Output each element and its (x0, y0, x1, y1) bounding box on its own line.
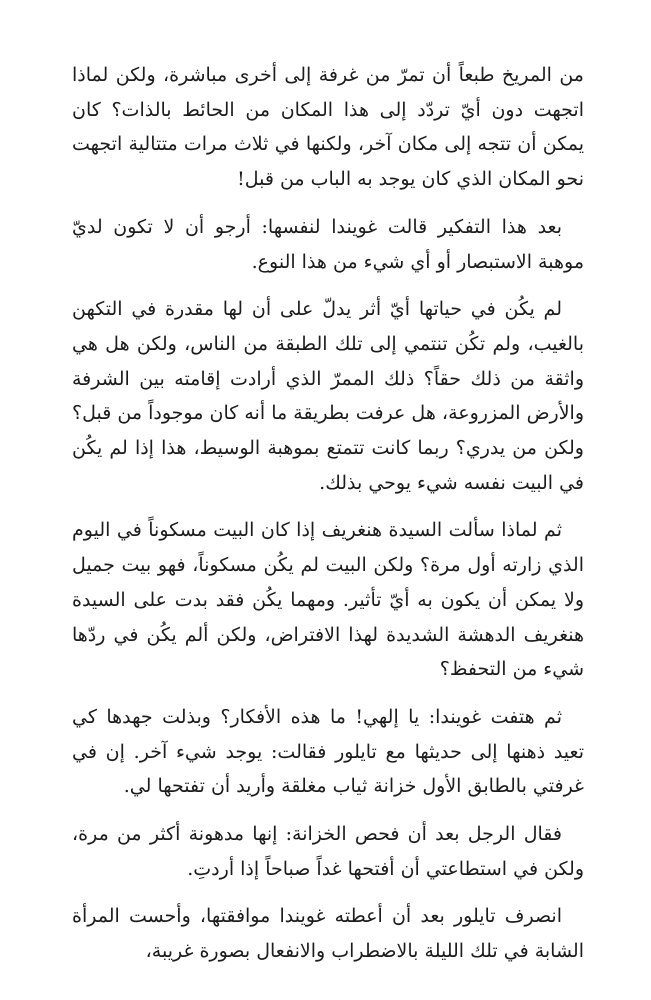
paragraph: ثم هتفت غويندا: يا إلهي! ما هذه الأفكار؟ وبذلت جهدها كي تعيد ذهنها إلى حديثها مع تايلور فقالت: يوجد شيء آخر. إن في غرفتي بالطابق الأول خزانة ثياب مغلقة وأريد أن تفتحها لي. (72, 705, 584, 798)
paragraph: من المريخ طبعاً أن تمرّ من غرفة إلى أخرى مباشرة، ولكن لماذا اتجهت دون أيّ تردّد إلى هذا المكان من الحائط بالذات؟ كان يمكن أن تتجه إلى مكان آخر، ولكنها في ثلاث مرات متتالية اتجهت نحو المكان الذي كان يوجد به الباب من قبل! (72, 64, 584, 191)
paragraph: بعد هذا التفكير قالت غويندا لنفسها: أرجو أن لا تكون لديّ موهبة الاستبصار أو أي شيء من هذا النوع. (72, 215, 584, 273)
paragraph: فقال الرجل بعد أن فحص الخزانة: إنها مدهونة أكثر من مرة، ولكن في استطاعتي أن أفتحها غداً صباحاً إذا أردتِ. (72, 823, 584, 880)
book-page (72, 58, 584, 982)
paragraph: انصرف تايلور بعد أن أعطته غويندا موافقتها، وأحست المرأة الشابة في تلك الليلة بالاضطراب والانفعال بصورة غريبة، (72, 905, 584, 963)
paragraph: ثم لماذا سألت السيدة هنغريف إذا كان البيت مسكوناً في اليوم الذي زارته أول مرة؟ ولكن البيت لم يكُن مسكوناً، فهو بيت جميل ولا يمكن أن يكون به أيّ تأثير. ومهما يكُن فقد بدت على السيدة هنغريف الدهشة الشديدة لهذا الافتراض، ولكن ألم يكُن في ردّها شيء من التحفظ؟ (72, 519, 584, 681)
paragraph: لم يكُن في حياتها أيّ أثر يدلّ على أن لها مقدرة في التكهن بالغيب، ولم تكُن تنتمي إلى تلك الطبقة من الناس، ولكن هل هي واثقة من ذلك حقاً؟ ذلك الممرّ الذي أرادت إقامته بين الشرفة والأرض المزروعة، هل عرفت بطريقة ما أنه كان موجوداً من قبل؟ ولكن من يدري؟ ربما كانت تتمتع بموهبة الوسيط، هذا إذا لم يكُن في البيت نفسه شيء يوحي بذلك. (72, 298, 584, 494)
